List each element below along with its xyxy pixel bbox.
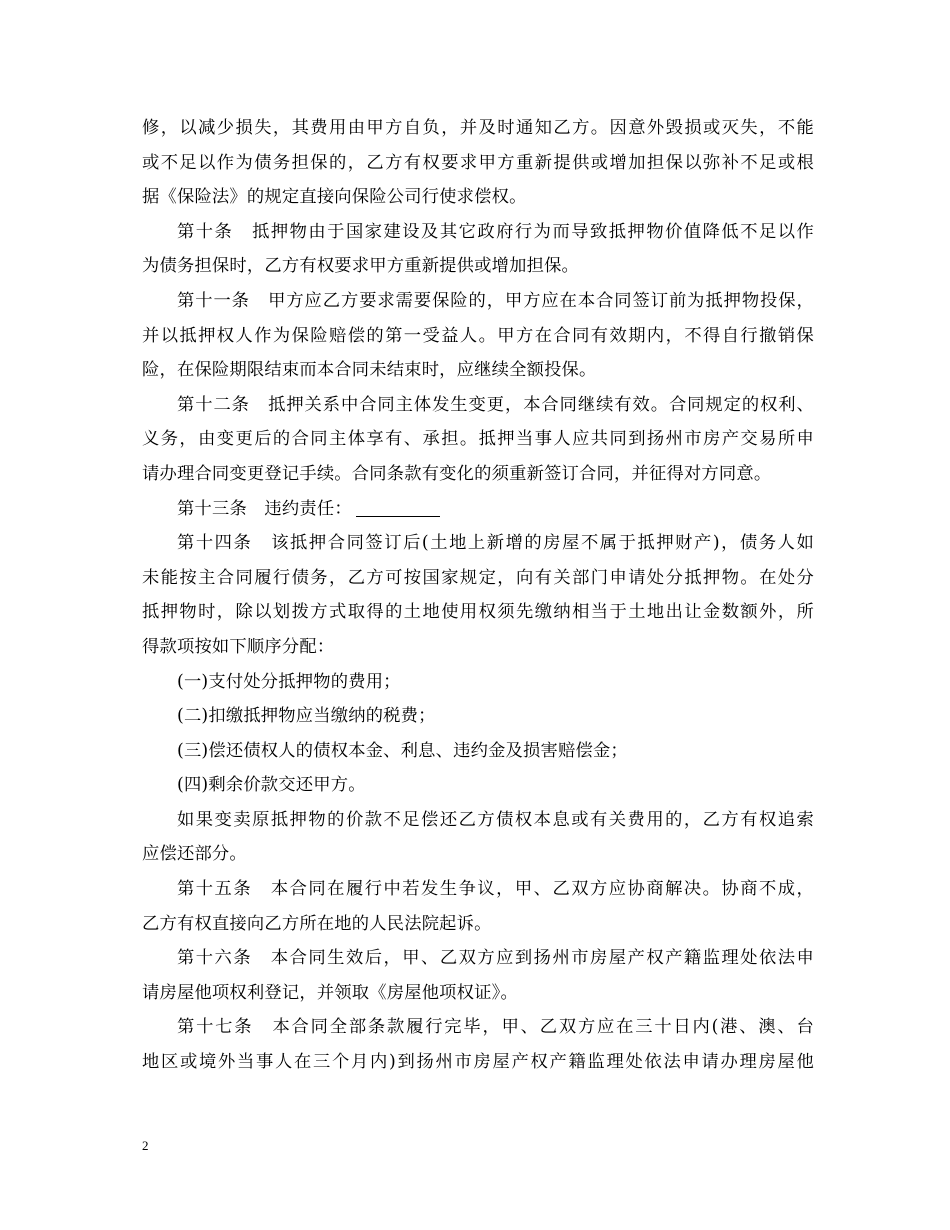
text-line-content: 应偿还部分。 xyxy=(142,844,247,865)
text-line-content: 并以抵押权人作为保险赔偿的第一受益人。甲方在合同有效期内，不得自行撤销保 xyxy=(142,325,814,346)
text-line xyxy=(142,665,814,700)
text-line-content: 请房屋他项权利登记，并领取《房屋他项权证》。 xyxy=(142,982,518,1003)
text-line-content: 乙方有权直接向乙方所在地的人民法院起诉。 xyxy=(142,913,492,934)
text-line-content: 第十七条 本合同全部条款履行完毕，甲、乙双方应在三十日内(港、澳、台 xyxy=(177,1017,814,1038)
text-line-content: 第十三条 违约责任： xyxy=(177,498,352,519)
text-line-content: 未能按主合同履行债务，乙方可按国家规定，向有关部门申请处分抵押物。在处分 xyxy=(142,567,814,588)
text-line xyxy=(142,768,814,803)
text-line-content: (四)剩余价款交还甲方。 xyxy=(177,775,366,796)
text-line xyxy=(142,941,814,976)
text-line-content: 得款项按如下顺序分配： xyxy=(142,636,335,657)
text-line-content: (三)偿还债权人的债权本金、利息、违约金及损害赔偿金； xyxy=(177,740,628,761)
text-line-content: 或不足以作为债务担保的，乙方有权要求甲方重新提供或增加担保以弥补不足或根 xyxy=(142,152,814,173)
text-line xyxy=(142,457,814,492)
text-line-content: 修，以减少损失，其费用由甲方自负，并及时通知乙方。因意外毁损或灭失，不能 xyxy=(142,118,814,138)
text-line xyxy=(142,319,814,354)
fill-in-blank xyxy=(356,498,440,517)
text-line-content: (一)支付处分抵押物的费用； xyxy=(177,671,401,692)
page-number: 2 xyxy=(142,1138,149,1153)
text-line xyxy=(142,837,814,872)
text-line xyxy=(142,907,814,942)
text-line xyxy=(142,1010,814,1045)
text-line-content: 义务，由变更后的合同主体享有、承担。抵押当事人应共同到扬州市房产交易所申 xyxy=(142,429,814,450)
text-line-content: 第十一条 甲方应乙方要求需要保险的，甲方应在本合同签订前为抵押物投保， xyxy=(177,290,814,311)
text-line xyxy=(142,630,814,665)
text-line-content: 如果变卖原抵押物的价款不足偿还乙方债权本息或有关费用的，乙方有权追索 xyxy=(177,809,814,830)
text-line xyxy=(142,146,814,181)
text-line xyxy=(142,492,814,527)
text-line xyxy=(142,215,814,250)
text-line xyxy=(142,353,814,388)
document-body xyxy=(142,111,814,1080)
text-line xyxy=(142,561,814,596)
text-line-content: (二)扣缴抵押物应当缴纳的税费； xyxy=(177,706,436,727)
text-line xyxy=(142,595,814,630)
text-line-content: 为债务担保时，乙方有权要求甲方重新提供或增加担保。 xyxy=(142,256,580,277)
text-line xyxy=(142,180,814,215)
text-line-content: 第十五条 本合同在履行中若发生争议，甲、乙双方应协商解决。协商不成， xyxy=(177,879,814,900)
text-line-content: 请办理合同变更登记手续。合同条款有变化的须重新签订合同，并征得对方同意。 xyxy=(142,463,772,484)
text-line xyxy=(142,1045,814,1080)
text-line-content: 第十条 抵押物由于国家建设及其它政府行为而导致抵押物价值降低不足以作 xyxy=(177,221,814,242)
text-line xyxy=(142,803,814,838)
text-line xyxy=(142,526,814,561)
text-line-content: 第十二条 抵押关系中合同主体发生变更，本合同继续有效。合同规定的权利、 xyxy=(177,394,814,415)
text-line xyxy=(142,249,814,284)
text-line-content: 第十四条 该抵押合同签订后(土地上新增的房屋不属于抵押财产)，债务人如 xyxy=(177,533,814,554)
text-line-content: 抵押物时，除以划拨方式取得的土地使用权须先缴纳相当于土地出让金数额外，所 xyxy=(142,602,814,623)
text-line-content: 据《保险法》的规定直接向保险公司行使求偿权。 xyxy=(142,187,527,208)
text-line xyxy=(142,111,814,146)
text-line-content: 险，在保险期限结束而本合同未结束时，应继续全额投保。 xyxy=(142,360,597,381)
text-line xyxy=(142,734,814,769)
text-line xyxy=(142,388,814,423)
text-line-content: 地区或境外当事人在三个月内)到扬州市房屋产权产籍监理处依法申请办理房屋他 xyxy=(142,1052,814,1073)
text-line xyxy=(142,422,814,457)
text-line-content: 第十六条 本合同生效后，甲、乙双方应到扬州市房屋产权产籍监理处依法申 xyxy=(177,948,814,969)
text-line xyxy=(142,699,814,734)
text-line xyxy=(142,976,814,1011)
text-line xyxy=(142,284,814,319)
text-line xyxy=(142,872,814,907)
